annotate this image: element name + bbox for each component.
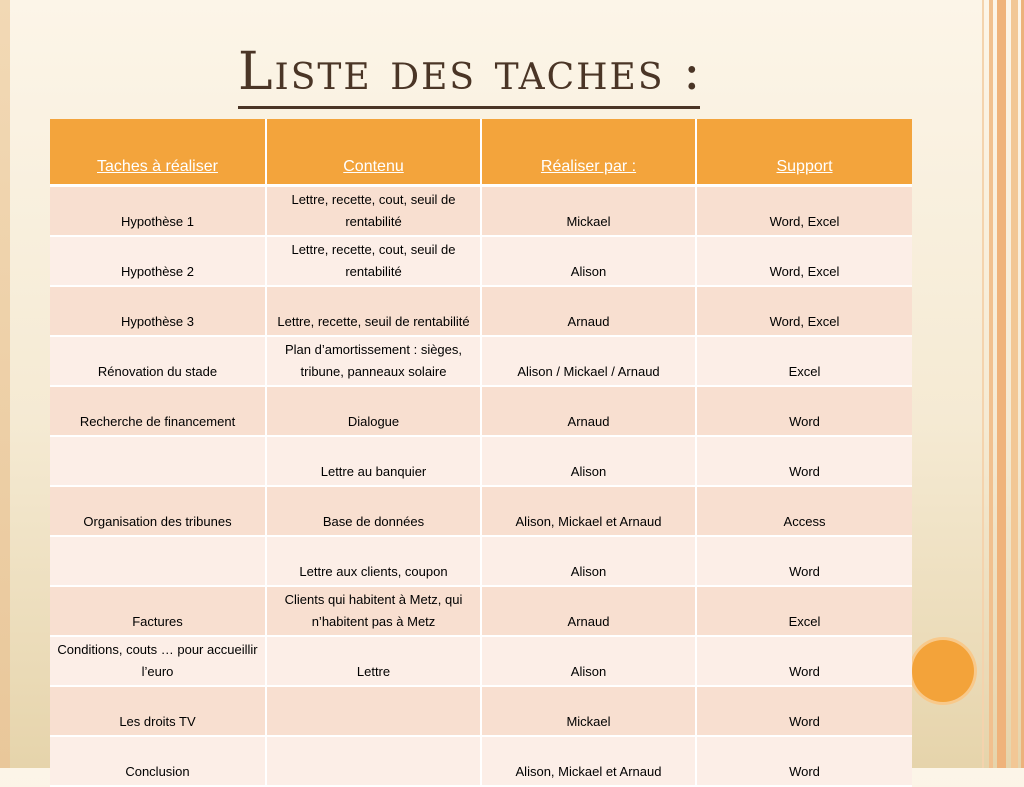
cell-support-text: Word, Excel: [769, 264, 840, 279]
cell-support: [696, 686, 912, 736]
cell-assignee: [481, 436, 696, 486]
cell-assignee: [481, 586, 696, 636]
stripe: [1011, 0, 1018, 768]
cell-assignee-text: Alison: [570, 264, 607, 279]
cell-content-text: Lettre au banquier: [320, 464, 427, 479]
cell-assignee-text: Alison: [570, 664, 607, 679]
task-table: [50, 119, 912, 787]
header-realiser-par: Réaliser par :: [481, 119, 696, 186]
cell-support: [696, 186, 912, 237]
decorative-circle: [912, 640, 974, 702]
table-row: [50, 536, 912, 586]
stripe: [989, 0, 993, 768]
cell-task-text: Conclusion: [125, 764, 190, 779]
cell-assignee-text: Arnaud: [567, 414, 610, 429]
table-body: [50, 186, 912, 787]
cell-support: [696, 336, 912, 386]
cell-assignee: [481, 686, 696, 736]
cell-content: [266, 336, 481, 386]
cell-task-text: Hypothèse 2: [121, 264, 194, 279]
table-row: [50, 736, 912, 786]
cell-task-text: Hypothèse 3: [121, 314, 194, 329]
cell-content: [266, 586, 481, 636]
table-row: [50, 286, 912, 336]
cell-content-text: Lettre, recette, seuil de rentabilité: [277, 314, 470, 329]
cell-support-text: Excel: [788, 364, 821, 379]
table-row: [50, 636, 912, 686]
cell-assignee-text: Arnaud: [567, 314, 610, 329]
slide-title: Liste des taches :: [238, 42, 703, 102]
cell-assignee: [481, 536, 696, 586]
cell-support-text: Word: [789, 664, 820, 679]
cell-support-text: Word, Excel: [769, 214, 840, 229]
cell-task: [50, 186, 266, 237]
cell-content: [266, 486, 481, 536]
cell-assignee-text: Alison / Mickael / Arnaud: [517, 364, 660, 379]
cell-content: [266, 536, 481, 586]
table-row: [50, 236, 912, 286]
cell-task: [50, 336, 266, 386]
header-support: Support: [696, 119, 912, 186]
cell-assignee-text: Arnaud: [567, 614, 610, 629]
left-edge-decoration: [0, 0, 10, 768]
cell-support-text: Excel: [788, 614, 821, 629]
cell-assignee: [481, 636, 696, 686]
cell-task-text: Organisation des tribunes: [83, 514, 232, 529]
cell-content: [266, 736, 481, 786]
stripe: [982, 0, 984, 768]
cell-content-text: Plan d’amortissement : sièges, tribune, panneaux solaire: [284, 342, 463, 379]
cell-task: [50, 436, 266, 486]
cell-assignee: [481, 286, 696, 336]
cell-task: [50, 386, 266, 436]
cell-content: [266, 186, 481, 237]
cell-content-text: Base de données: [322, 514, 425, 529]
table-row: [50, 436, 912, 486]
cell-content-text: Dialogue: [347, 414, 400, 429]
cell-support: [696, 386, 912, 436]
cell-task-text: Les droits TV: [119, 714, 196, 729]
table-row: [50, 336, 912, 386]
cell-assignee-text: Alison, Mickael et Arnaud: [515, 764, 662, 779]
cell-assignee: [481, 186, 696, 237]
cell-task: [50, 636, 266, 686]
cell-assignee-text: Mickael: [566, 714, 611, 729]
cell-task-text: Rénovation du stade: [97, 364, 218, 379]
cell-support-text: Word: [789, 564, 820, 579]
cell-support: [696, 436, 912, 486]
cell-support: [696, 486, 912, 536]
cell-task: [50, 536, 266, 586]
cell-support: [696, 236, 912, 286]
cell-assignee-text: Alison: [570, 464, 607, 479]
cell-support-text: Word: [789, 764, 820, 779]
cell-content: [266, 686, 481, 736]
table-row: [50, 586, 912, 636]
cell-task: [50, 486, 266, 536]
cell-support: [696, 536, 912, 586]
cell-task: [50, 586, 266, 636]
cell-task-text: Factures: [132, 614, 183, 629]
cell-support: [696, 736, 912, 786]
cell-assignee: [481, 236, 696, 286]
cell-support: [696, 636, 912, 686]
cell-support-text: Access: [783, 514, 826, 529]
header-taches: Taches à réaliser: [50, 119, 266, 186]
cell-task-text: Recherche de financement: [79, 414, 236, 429]
table-row: [50, 186, 912, 237]
cell-task: [50, 286, 266, 336]
cell-task-text: Conditions, couts … pour accueillir l’euro: [57, 642, 258, 679]
table-row: [50, 686, 912, 736]
cell-assignee: [481, 486, 696, 536]
cell-task: [50, 236, 266, 286]
cell-assignee: [481, 386, 696, 436]
right-stripes-decoration: [978, 0, 1024, 768]
cell-task: [50, 686, 266, 736]
cell-support-text: Word: [789, 714, 820, 729]
table-header-row: [50, 119, 912, 186]
cell-content: [266, 286, 481, 336]
cell-support-text: Word, Excel: [769, 314, 840, 329]
cell-content: [266, 386, 481, 436]
cell-assignee-text: Alison, Mickael et Arnaud: [515, 514, 662, 529]
cell-content: [266, 636, 481, 686]
header-contenu: Contenu: [266, 119, 481, 186]
cell-support-text: Word: [789, 414, 820, 429]
cell-support: [696, 286, 912, 336]
cell-content-text: Lettre: [356, 664, 391, 679]
cell-assignee-text: Alison: [570, 564, 607, 579]
cell-assignee-text: Mickael: [566, 214, 611, 229]
cell-task-text: Hypothèse 1: [121, 214, 194, 229]
table-row: [50, 486, 912, 536]
table-row: [50, 386, 912, 436]
title-underline: [238, 106, 700, 109]
cell-content-text: Lettre aux clients, coupon: [299, 564, 448, 579]
stripe: [997, 0, 1006, 768]
cell-support-text: Word: [789, 464, 820, 479]
cell-content-text: Clients qui habitent à Metz, qui n’habitent pas à Metz: [284, 592, 463, 629]
cell-assignee: [481, 336, 696, 386]
cell-support: [696, 586, 912, 636]
cell-assignee: [481, 736, 696, 786]
cell-task: [50, 736, 266, 786]
cell-content-text: Lettre, recette, cout, seuil de rentabilité: [291, 192, 456, 229]
cell-content-text: Lettre, recette, cout, seuil de rentabilité: [291, 242, 456, 279]
cell-content: [266, 436, 481, 486]
cell-content: [266, 236, 481, 286]
